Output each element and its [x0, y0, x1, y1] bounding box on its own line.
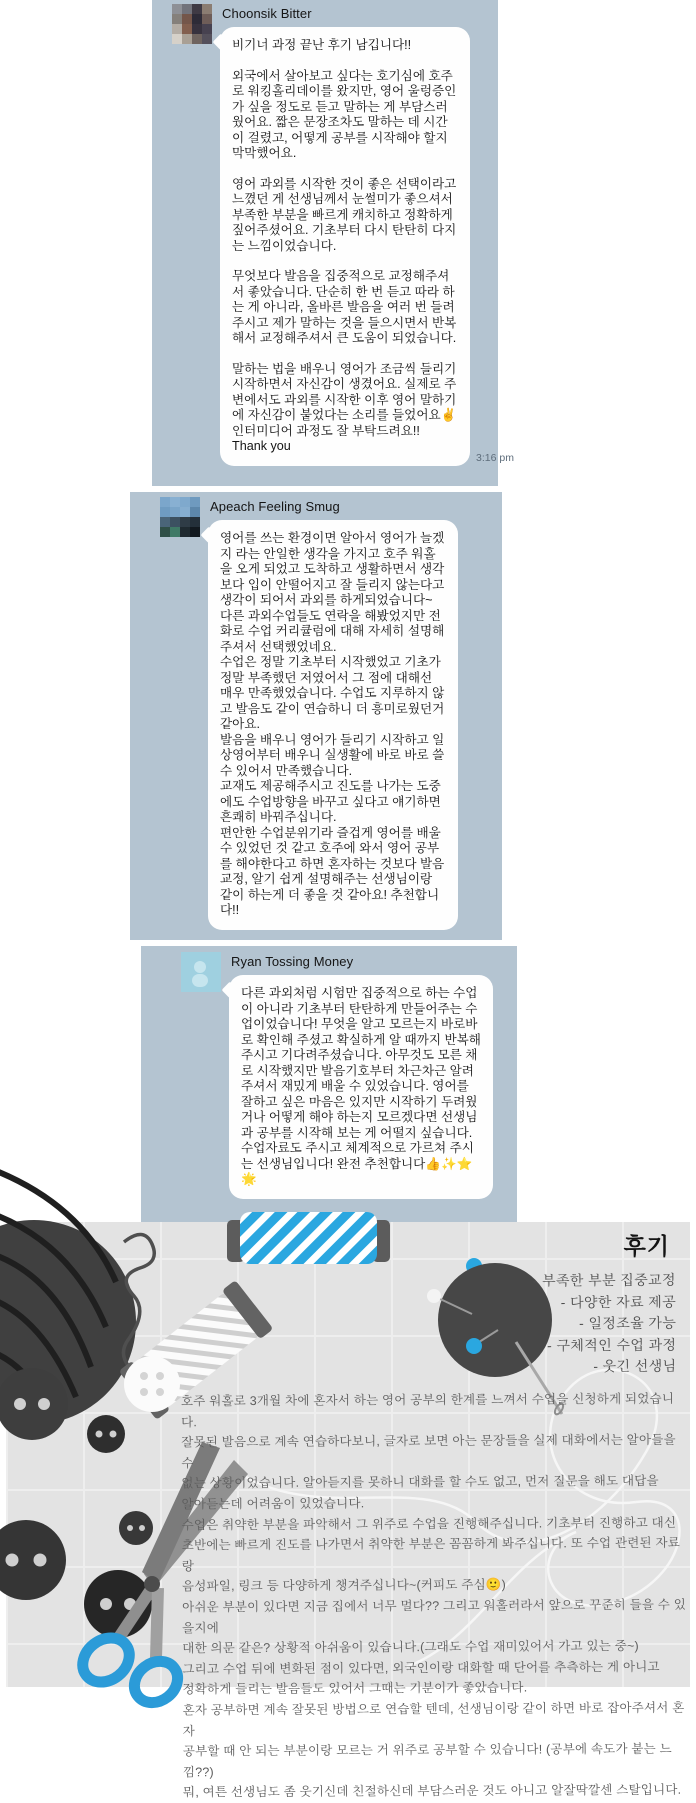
text-line: 편안한 수업분위기라 즐겁게 영어를 배울 수 있었던 것 같고 호주에 와서 영어 공부를 해야한다고 하면 혼자하는 것보다 발음 교정, 알기 쉽게 설명해주는 선생님이랑 같이 하는게 더 좋을 것 같아요! 추천합니다!! [220, 825, 445, 917]
chat-screenshot-1 [152, 0, 514, 486]
text-line: 공부할 때 안 되는 부분이랑 모르는 거 위주로 공부할 수 있습니다! (공부에 속도가 붙는 느낌??) [182, 1741, 672, 1780]
chat-screenshot-3 [141, 946, 517, 1222]
text-line: 아쉬운 부분이 있다면 지금 집에서 너무 멀다?? 그리고 워홀러라서 앞으로 꾸준히 들을 수 있을지에 [182, 1597, 687, 1635]
text-line: - 다양한 자료 제공 [560, 1293, 676, 1310]
sender-name: Apeach Feeling Smug [210, 499, 340, 514]
text-line: - 구체적인 수업 과정 [546, 1335, 677, 1353]
text-line: 교재도 제공해주시고 진도를 나가는 도중에도 수업방향을 바꾸고 싶다고 얘기하면 흔쾌히 바꿔주십니다. [220, 779, 441, 824]
text-line: 영어 과외를 시작한 것이 좋은 선택이라고 느꼈던 게 선생님께서 눈썰미가 좋으셔서 부족한 부분을 빠르게 캐치하고 정확하게 짚어주셨어요. 기초부터 다시 탄탄히 다지는 느낌이었습니다. [232, 176, 457, 253]
text-line: 초반에는 빠르게 진도를 나가면서 취약한 부분은 꼼꼼하게 봐주십니다. 또 수업 관련된 자료랑 [181, 1535, 681, 1574]
text-line: - 부족한 부분 집중교정 [532, 1271, 676, 1289]
text-line: 영어를 쓰는 환경이면 알아서 영어가 늘겠지 라는 안일한 생각을 가지고 호주 워홀을 오게 되었고 도착하고 생활하면서 생각보다 입이 안떨어지고 잘 들리지 않는다고 생각이 되어서 과외를 하게되었습니다~ 다른 과외수업들도 연락을 해봤었지만 전화로 수업 커리큘럼에 대해 자세히 설명해주셔서 선택했었네요. [220, 531, 445, 654]
text-line: 비기너 과정 끝난 후기 남깁니다!! [232, 38, 412, 52]
message-row [130, 492, 502, 930]
text-line: 잘못된 발음으로 계속 연습하다보니, 글자로 보면 아는 문장들을 실제 대화에서는 알아들을 수 [181, 1432, 676, 1471]
text-line: 수업은 취약한 부분을 파악해서 그 위주로 수업을 진행해주십니다. 기초부터 진행하고 대신 [181, 1515, 677, 1532]
text-line: 혼자 공부하면 계속 잘못된 방법으로 연습할 텐데, 선생님이랑 같이 하면 바로 잡아주셔서 혼자 [182, 1700, 685, 1738]
text-line: 다른 과외처럼 시험만 집중적으로 하는 수업이 아니라 기초부터 탄탄하게 만들어주는 수업이었습니다! 무엇을 알고 모르는지 바로바로 확인해 주셨고 확실하게 알 때까지 반복해 주시고 기다려주셨습니다. 아무것도 모른 채로 시작했지만 발음기호부터 차근차근 알려주셔서 재밌게 배울 수 있었습니다. 영어를 잘하고 싶은 마음은 있지만 시작하기 두려웠거나 어떻게 해야 하는지 모르겠다면 선생님과 공부를 시작해 보는 게 어떨지 싶습니다. 수업자료도 주시고 체계적으로 가르쳐 주시는 선생님입니다! 완전 추천합니다👍✨⭐🌟 [241, 986, 481, 1186]
avatar-mosaic [160, 497, 200, 537]
pixelated-landscape-avatar-icon[interactable] [160, 497, 200, 537]
text-line: 수업은 정말 기초부터 시작했었고 기초가 정말 부족했던 저였어서 그 점에 대해선 매우 만족했었습니다. 수업도 지루하지 않고 발음도 같이 연습하니 더 흥미로웠던거 같아요. [220, 655, 445, 731]
message-bubble[interactable] [220, 27, 470, 466]
text-line: 무엇보다 발음을 집중적으로 교정해주셔서 좋았습니다. 단순히 한 번 듣고 따라 하는 게 아니라, 올바른 발음을 여러 번 들려주시고 제가 말하는 것을 들으시면서 반복해서 교정해주셔서 큰 도움이 되었습니다. [232, 269, 457, 345]
text-line: 말하는 법을 배우니 영어가 조금씩 들리기 시작하면서 자신감이 생겼어요. 실제로 주변에서도 과외를 시작한 이후 영어 말하기에 자신감이 붙었다는 소리를 들었어요✌️ 인터미디어 과정도 잘 부탁드려요!! Thank you [232, 361, 457, 453]
figure-avatar-icon[interactable] [181, 952, 221, 992]
avatar-figure [181, 952, 221, 992]
text-line: 호주 워홀로 3개월 차에 혼자서 하는 영어 공부의 한계를 느껴서 수업을 신청하게 되었습니다. [180, 1391, 675, 1429]
sender-name: Choonsik Bitter [222, 6, 312, 21]
message-time: 3:16 pm [476, 451, 514, 464]
text-line: 그리고 수업 뒤에 변화된 점이 있다면, 외국인이랑 대화할 때 단어를 추측하는 게 아니고 [182, 1659, 660, 1677]
board-highlights [532, 1270, 676, 1378]
avatar-mosaic [172, 4, 212, 44]
text-line: 외국에서 살아보고 싶다는 호기심에 호주로 워킹홀리데이를 왔지만, 영어 울렁증인가 싶을 정도로 듣고 말하는 게 부담스러웠어요. 짧은 문장조차도 말하는 데 시간이 걸렸고, 어떻게 공부를 시작해야 할지 막막했어요. [232, 68, 457, 160]
sender-name: Ryan Tossing Money [231, 954, 354, 969]
message-bubble[interactable] [208, 520, 458, 930]
review-board [6, 1222, 690, 1800]
message-row [152, 0, 514, 466]
text-line: 발음을 배우니 영어가 들리기 시작하고 일상영어부터 배우니 실생활에 바로 바로 쓸 수 있어서 만족했습니다. [220, 732, 445, 778]
chat-screenshot-2 [130, 492, 502, 940]
board-note [181, 1389, 687, 1803]
text-line: 음성파일, 링크 등 다양하게 챙겨주십니다~(커피도 주심🙂) [181, 1577, 507, 1594]
text-line: 없는 상황이었습니다. 알아듣지를 못하니 대화를 할 수도 없고, 먼저 질문을 해도 대답을 [181, 1474, 659, 1491]
board-title: 후기 [623, 1233, 670, 1259]
pixelated-avatar-icon[interactable] [172, 4, 212, 44]
thread-spool-blue-icon [227, 1212, 390, 1264]
text-line: 정확하게 들리는 발음들도 있어서 그때는 기분이가 좋았습니다. [182, 1680, 528, 1697]
text-line: 알아듣는데 어려움이 있었습니다. [181, 1496, 365, 1512]
message-bubble[interactable] [229, 975, 493, 1199]
text-line: 대한 의문 같은? 상황적 아쉬움이 있습니다.(그래도 수업 재미있어서 가고 있는 중~) [182, 1639, 639, 1656]
text-line: - 웃긴 선생님 [592, 1357, 677, 1375]
text-line: 뭐, 여튼 선생님도 좀 웃기신데 친절하신데 부담스러운 것도 아니고 알잘딱깔센 스탈입니다. [182, 1782, 682, 1800]
message-row [141, 946, 517, 1199]
text-line: - 일정조율 가능 [578, 1314, 677, 1332]
